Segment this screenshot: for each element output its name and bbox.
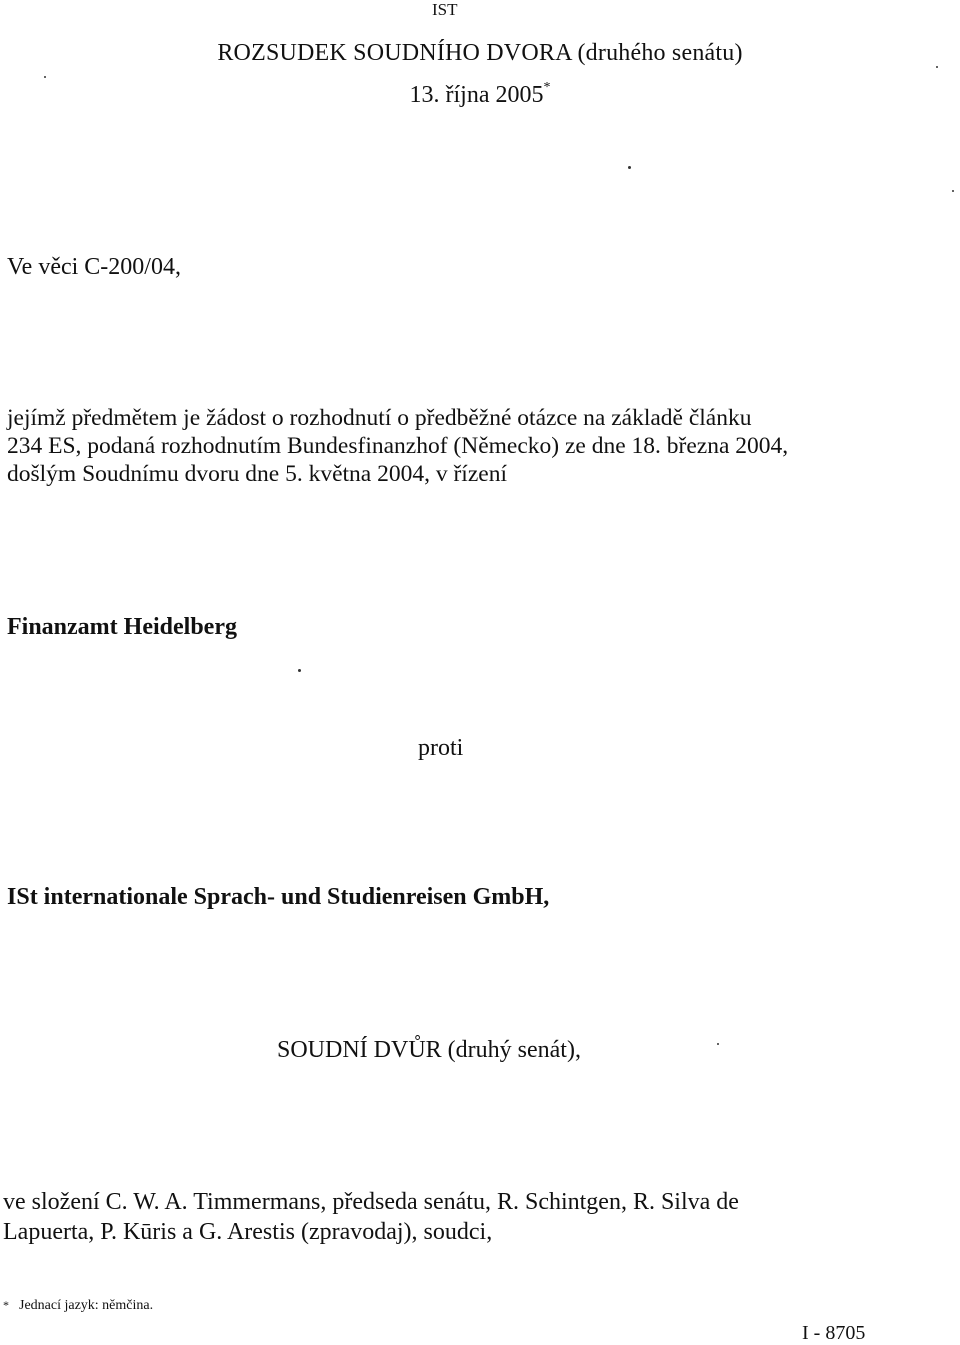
court-composition [3, 1187, 903, 1247]
footnote [3, 1298, 153, 1314]
subject-paragraph [7, 404, 887, 488]
scan-speck [44, 76, 46, 78]
versus-label: proti [418, 735, 464, 761]
judgment-date-text: 13. října 2005 [409, 82, 544, 108]
scan-speck [628, 166, 631, 169]
composition-line-2: Lapuerta, P. Kūris a G. Arestis (zpravodaj), soudci, [3, 1219, 493, 1245]
composition-line-1: ve složení C. W. A. Timmermans, předseda senátu, R. Schintgen, R. Silva de [3, 1189, 739, 1215]
footnote-text: Jednací jazyk: němčina. [19, 1298, 154, 1313]
case-reference: Ve věci C-200/04, [7, 254, 181, 280]
subject-line-3: došlým Soudnímu dvoru dne 5. května 2004, v řízení [7, 461, 507, 487]
subject-line-2: 234 ES, podaná rozhodnutím Bundesfinanzhof (Německo) ze dne 18. března 2004, [7, 433, 789, 459]
scan-speck [952, 190, 954, 192]
date-footnote-marker: * [543, 80, 551, 95]
judgment-title: ROZSUDEK SOUDNÍHO DVORA (druhého senátu) [217, 40, 743, 66]
judgment-date [0, 82, 960, 109]
scan-speck [298, 669, 301, 672]
scan-speck [936, 66, 938, 68]
running-header: IST [432, 0, 458, 19]
court-composition-heading: SOUDNÍ DVŮR (druhý senát), [277, 1037, 581, 1063]
footnote-marker: * [3, 1298, 9, 1312]
scan-speck [717, 1043, 719, 1045]
party-defendant: ISt internationale Sprach- und Studienreisen GmbH, [7, 884, 550, 910]
subject-line-1: jejímž předmětem je žádost o rozhodnutí o předběžné otázce na základě článku [7, 405, 752, 431]
party-applicant: Finanzamt Heidelberg [7, 614, 237, 640]
page-number: I - 8705 [802, 1322, 866, 1344]
